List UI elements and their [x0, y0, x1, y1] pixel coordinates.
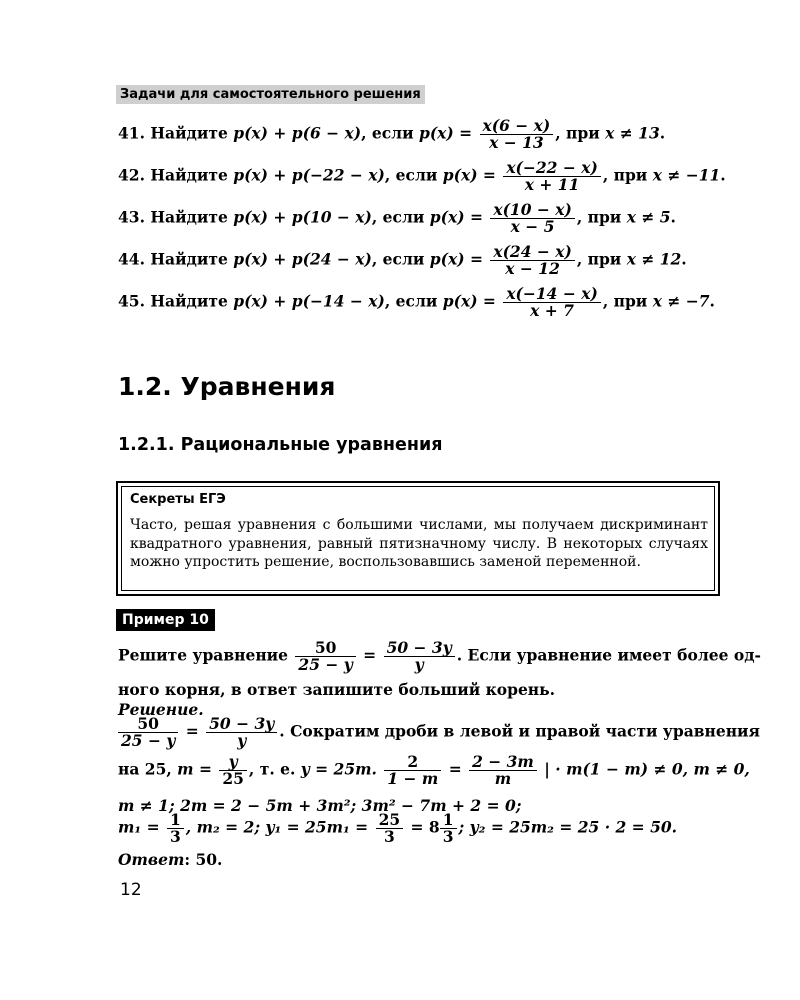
task-function: p(x) = [429, 207, 489, 227]
fraction-numerator: 50 [118, 716, 178, 733]
fraction-numerator: 50 − 3y [209, 714, 275, 733]
task-text: Найдите [150, 123, 234, 143]
substitution-fraction [219, 754, 247, 787]
task-fraction [480, 118, 554, 151]
equals-sign: = [443, 759, 468, 779]
solution-text: . Сократим дроби в левой и правой части уравнения [279, 721, 761, 741]
fraction-numerator: 50 [295, 640, 355, 657]
task-expression: p(x) + p(10 − x) [233, 207, 372, 227]
fraction-denominator: 3 [383, 827, 395, 846]
task-condition: x ≠ −7 [652, 291, 710, 311]
page-number: 12 [120, 880, 142, 900]
fraction-numerator: x(10 − x) [493, 200, 572, 219]
task-condition: x ≠ 5 [626, 207, 671, 227]
task-45 [118, 286, 715, 319]
task-function: p(x) = [419, 123, 478, 143]
task-text: , при [602, 291, 653, 311]
task-44 [118, 244, 687, 277]
problem-fraction-left [295, 640, 355, 673]
tasks-header: Задачи для самостоятельного решения [116, 85, 425, 104]
fraction-denominator: 25 [222, 769, 244, 788]
section-title: 1.2. Уравнения [118, 372, 336, 401]
task-41 [118, 118, 665, 151]
fraction-numerator: x(−22 − x) [506, 158, 598, 177]
root-fraction-2 [376, 812, 404, 845]
task-text: Найдите [150, 165, 234, 185]
task-number: 45. [118, 291, 145, 311]
fraction-denominator: y [414, 655, 424, 674]
problem-fraction-right [384, 640, 455, 673]
task-text: , при [555, 123, 606, 143]
root-fraction-3 [440, 812, 457, 845]
example-problem-line-1 [118, 640, 761, 673]
reduced-fraction-right [469, 754, 537, 787]
fraction-denominator: x − 12 [505, 259, 560, 278]
secrets-title: Секреты ЕГЭ [130, 492, 226, 507]
solution-text: на 25, [118, 759, 178, 779]
fraction-denominator: y [237, 731, 247, 750]
task-expression: p(x) + p(6 − x) [233, 123, 362, 143]
fraction-denominator: 25 − y [298, 655, 353, 674]
task-expression: p(x) + p(24 − x) [233, 249, 372, 269]
solution-math: ; y₂ = 25m₂ = 25 · 2 = 50. [458, 817, 678, 837]
fraction-denominator: x + 11 [524, 175, 580, 194]
solution-line-1 [118, 716, 760, 749]
fraction-numerator: 25 [376, 812, 404, 829]
fraction-numerator: 1 [167, 812, 184, 829]
task-text: , если [371, 207, 430, 227]
fraction-numerator: y [228, 752, 238, 771]
fraction-denominator: 1 − m [387, 769, 439, 788]
fraction-denominator: m [494, 769, 512, 788]
reduced-fraction-left [384, 754, 441, 787]
fraction-numerator: 1 [440, 812, 457, 829]
solution-math: y = 25m. [300, 759, 383, 779]
problem-text: . Если уравнение имеет более од- [456, 645, 761, 665]
task-expression: p(x) + p(−14 − x) [233, 291, 385, 311]
answer-line [118, 850, 222, 869]
task-text: . [709, 291, 715, 311]
task-function: p(x) = [442, 165, 502, 185]
subsection-title: 1.2.1. Рациональные уравнения [118, 435, 443, 455]
task-text: , при [576, 207, 627, 227]
fraction-denominator: 3 [442, 827, 454, 846]
fraction-numerator: x(−14 − x) [506, 284, 598, 303]
task-condition: x ≠ −11 [652, 165, 721, 185]
task-fraction [490, 244, 575, 277]
fraction-numerator: 50 − 3y [386, 638, 452, 657]
task-expression: p(x) + p(−22 − x) [233, 165, 385, 185]
problem-text: Решите уравнение [118, 645, 294, 665]
secrets-box [116, 481, 720, 596]
task-text: Найдите [150, 207, 234, 227]
fraction-numerator: 2 [384, 754, 441, 771]
task-function: p(x) = [429, 249, 489, 269]
task-condition: x ≠ 13 [605, 123, 660, 143]
answer-label: Ответ [118, 850, 185, 869]
task-number: 41. [118, 123, 145, 143]
secrets-text: Часто, решая уравнения с большими числами, мы получаем дискриминант квадратного уравнения, равный пятизначному числу. В некоторых случаях можно упростить решение, воспользовавшись заменой переменной. [130, 517, 708, 570]
solution-fraction-right [206, 716, 277, 749]
fraction-numerator: 2 − 3m [472, 752, 534, 771]
task-text: , если [384, 291, 443, 311]
task-text: . [681, 249, 687, 269]
task-condition: x ≠ 12 [626, 249, 682, 269]
solution-math: = 8 [405, 817, 440, 837]
solution-math: m ≠ 1; 2m = 2 − 5m + 3m²; 3m² − 7m + 2 = 0; [118, 796, 522, 815]
example-label: Пример 10 [116, 609, 215, 631]
solution-text: , т. е. [248, 759, 301, 779]
fraction-denominator: 25 − y [121, 731, 176, 750]
task-text: . [659, 123, 666, 143]
solution-math: m₁ = [118, 817, 165, 837]
fraction-denominator: x + 7 [530, 301, 574, 320]
solution-math: m = [177, 759, 218, 779]
task-text: . [670, 207, 676, 227]
answer-value: : 50. [184, 850, 223, 869]
fraction-numerator: x(6 − x) [482, 116, 551, 135]
task-fraction [503, 286, 601, 319]
task-text: , при [576, 249, 627, 269]
solution-line-4 [118, 812, 677, 845]
solution-math: | · m(1 − m) ≠ 0, m ≠ 0, [538, 759, 750, 779]
task-text: , при [602, 165, 653, 185]
task-43 [118, 202, 676, 235]
task-text: Найдите [150, 291, 234, 311]
task-text: Найдите [150, 249, 234, 269]
solution-fraction-left [118, 716, 178, 749]
task-text: , если [371, 249, 430, 269]
fraction-numerator: x(24 − x) [493, 242, 572, 261]
task-fraction [490, 202, 575, 235]
solution-line-2 [118, 754, 750, 787]
solution-math: , m₂ = 2; y₁ = 25m₁ = [185, 817, 374, 837]
example-problem-line-2: ного корня, в ответ запишите больший корень. [118, 680, 556, 699]
task-text: , если [384, 165, 443, 185]
solution-label-text: Решение. [118, 700, 204, 719]
task-number: 42. [118, 165, 145, 185]
equals-sign: = [357, 645, 382, 665]
task-42 [118, 160, 726, 193]
fraction-denominator: x − 5 [510, 217, 555, 236]
task-text: . [720, 165, 726, 185]
task-number: 43. [118, 207, 145, 227]
equals-sign: = [180, 721, 205, 741]
task-number: 44. [118, 249, 145, 269]
task-text: , если [361, 123, 420, 143]
fraction-denominator: x − 13 [489, 133, 544, 152]
task-function: p(x) = [442, 291, 502, 311]
fraction-denominator: 3 [169, 827, 181, 846]
task-fraction [503, 160, 601, 193]
root-fraction-1 [167, 812, 184, 845]
